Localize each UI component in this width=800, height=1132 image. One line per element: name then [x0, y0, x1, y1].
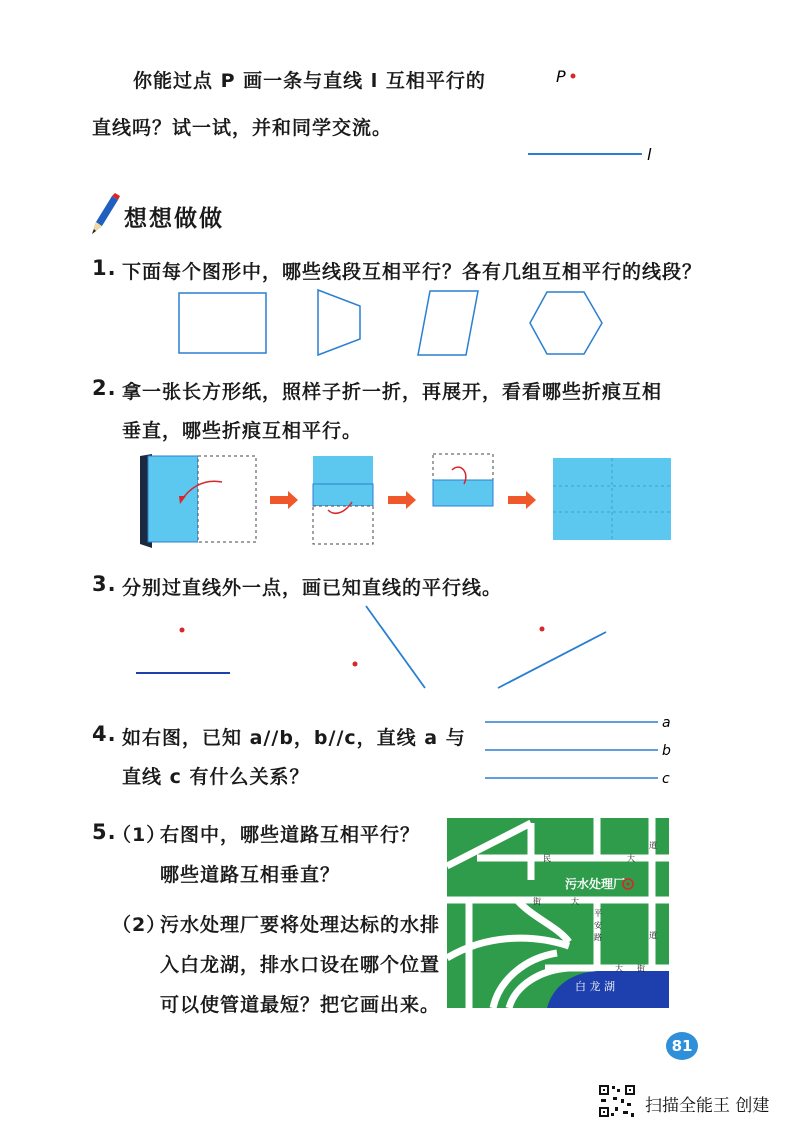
- svg-text:大: 大: [627, 854, 635, 863]
- svg-text:大: 大: [571, 897, 579, 906]
- q3-figures: [120, 600, 640, 700]
- fold-steps-figure: [130, 450, 680, 550]
- intro-line-2: 直线吗？试一试，并和同学交流。: [92, 117, 393, 139]
- q1-shapes: [170, 285, 620, 365]
- q5-part1-line-2: 哪些道路互相垂直？: [160, 864, 341, 886]
- line-l-label: l: [647, 145, 652, 164]
- q5-part1-line-1: 右图中，哪些道路互相平行？: [160, 824, 421, 846]
- svg-text:安: 安: [594, 921, 602, 930]
- q3-point-2: [353, 662, 358, 667]
- city-map: [447, 818, 669, 1008]
- q4-line-1: 如右图，已知 a//b，b//c，直线 a 与: [122, 727, 466, 749]
- q4-number: 4.: [92, 722, 117, 746]
- q5-part2-line-1: 污水处理厂要将处理达标的水排: [160, 914, 441, 936]
- q5-part2-line-2: 入白龙湖，排水口设在哪个位置: [160, 954, 441, 976]
- intro-line-1: 你能过点 P 画一条与直线 l 互相平行的: [133, 70, 486, 92]
- line-b-label: b: [662, 743, 671, 759]
- fold-step-3-paper: [433, 480, 493, 506]
- q5-number: 5.: [92, 820, 117, 844]
- lake-label: 白 龙 湖: [575, 980, 615, 993]
- arrow-right-icon: [388, 491, 416, 509]
- svg-text:民: 民: [543, 854, 551, 863]
- q5-part2-line-3: 可以使管道最短？把它画出来。: [160, 994, 441, 1016]
- q3-line-3: [498, 632, 606, 688]
- q5-part1-label: （1）: [112, 824, 167, 846]
- q2-number: 2.: [92, 376, 117, 400]
- q3-point-1: [180, 628, 185, 633]
- q2-line-1: 拿一张长方形纸，照样子折一折，再展开，看看哪些折痕互相: [122, 381, 663, 403]
- fold-step-2-paper: [313, 484, 373, 506]
- q1-number: 1.: [92, 256, 117, 280]
- line-a-label: a: [662, 715, 671, 731]
- q4-line-2: 直线 c 有什么关系？: [122, 766, 310, 788]
- point-p: [571, 74, 576, 79]
- page-number: 81: [666, 1032, 698, 1060]
- section-title: 想想做做: [124, 206, 224, 232]
- fold-step-1-paper: [148, 456, 198, 542]
- q3-number: 3.: [92, 572, 117, 596]
- q4-parallel-lines: [480, 710, 680, 790]
- svg-text:大: 大: [615, 964, 623, 973]
- watermark-text: 扫描全能王 创建: [645, 1096, 770, 1116]
- q3-text: 分别过直线外一点，画已知直线的平行线。: [122, 577, 503, 599]
- q5-part2-label: （2）: [112, 914, 167, 936]
- q3-point-3: [540, 627, 545, 632]
- shape-parallelogram: [418, 291, 478, 355]
- line-c-label: c: [662, 771, 670, 787]
- shape-rectangle: [179, 293, 266, 353]
- q1-text: 下面每个图形中，哪些线段互相平行？各有几组互相平行的线段？: [122, 261, 703, 283]
- svg-text:平: 平: [594, 909, 602, 918]
- arrow-right-icon: [270, 491, 298, 509]
- q3-line-2: [366, 606, 425, 688]
- svg-text:道: 道: [649, 931, 657, 940]
- arrow-right-icon: [508, 491, 536, 509]
- shape-trapezoid: [318, 290, 360, 355]
- q2-line-2: 垂直，哪些折痕互相平行。: [122, 420, 363, 442]
- plant-label: 污水处理厂: [565, 877, 626, 891]
- pencil-icon: [86, 192, 120, 238]
- shape-hexagon: [530, 292, 602, 354]
- qr-code-icon: [597, 1083, 637, 1119]
- svg-text:道: 道: [649, 841, 657, 850]
- svg-text:路: 路: [594, 933, 602, 942]
- point-p-label: P: [556, 67, 566, 86]
- svg-text:街: 街: [637, 964, 645, 973]
- svg-text:街: 街: [533, 897, 541, 906]
- intro-figure: [520, 60, 670, 170]
